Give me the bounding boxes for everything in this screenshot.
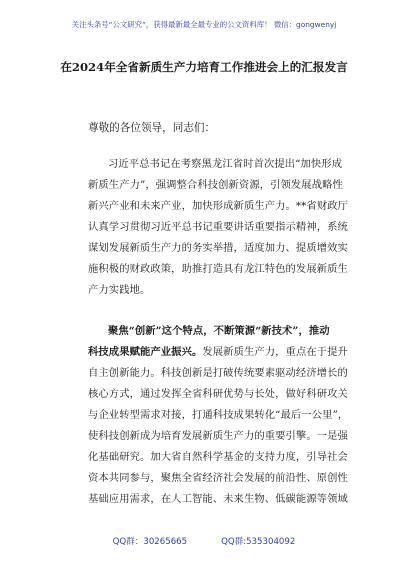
paragraph1-line: 谋划发展新质生产力的务实举措，适度加力、提质增效实 [88,242,348,254]
footer-qq-group-2: QQ群:535304092 [221,537,296,547]
paragraph2-line [88,343,348,358]
header-banner: 关注头条号“公文研究”，获得最新最全最专业的公文资料库！ 微信：gongwenyj [71,20,337,29]
footer [0,535,408,547]
paragraph2-line: 自主创新能力。科技创新是打破传统要素驱动经济增长的 [88,367,348,379]
paragraph1-line: 新兴产业和未来产业，加快形成新质生产力。**省财政厅 [88,200,349,212]
salutation: 尊敬的各位领导，同志们： [88,122,216,134]
paragraph1-line: 施积极的财政政策，助推打造具有龙江特色的发展新质生 [88,263,348,275]
paragraph1-line: 产力实践地。 [88,284,151,296]
paragraph2-line: 化基础研究。加大省自然科学基金的支持力度，引导社会 [88,451,348,463]
paragraph2-text: 发展新质生产力，重点在于提升 [202,346,348,358]
footer-qq-group-1: QQ群：30265665 [112,537,188,547]
paragraph1-line: 认真学习贯彻习近平总书记重要讲话重要指示精神，系统 [88,221,348,233]
paragraph2-line: 与企业转型需求对接，打通科技成果转化“最后一公里”， [88,409,349,421]
paragraph1-line: 习近平总书记在考察黑龙江省时首次提出“加快形成 [108,158,343,170]
paragraph1-line: 新质生产力”，强调整合科技创新资源，引领发展战略性 [88,179,343,191]
paragraph2-heading-end: 科技成果赋能产业振兴。 [88,346,203,358]
paragraph2-line: 资本共同参与，聚焦全省经济社会发展的前沿性、原创性 [88,472,348,484]
paragraph2-line: 基础应用需求，在人工智能、未来生物、低碳能源等领域 [88,493,348,505]
paragraph2-heading: 聚焦“创新”这个特点，不断策源“新技术”，推动 [108,325,330,337]
paragraph2-line: 核心方式，通过发挥全省科研优势与长处，做好科研攻关 [88,388,348,400]
paragraph2-line: 使科技创新成为培育发展新质生产力的重要引擎。一是强 [88,430,348,442]
document-title: 在2024年全省新质生产力培育工作推进会上的汇报发言 [60,60,348,74]
